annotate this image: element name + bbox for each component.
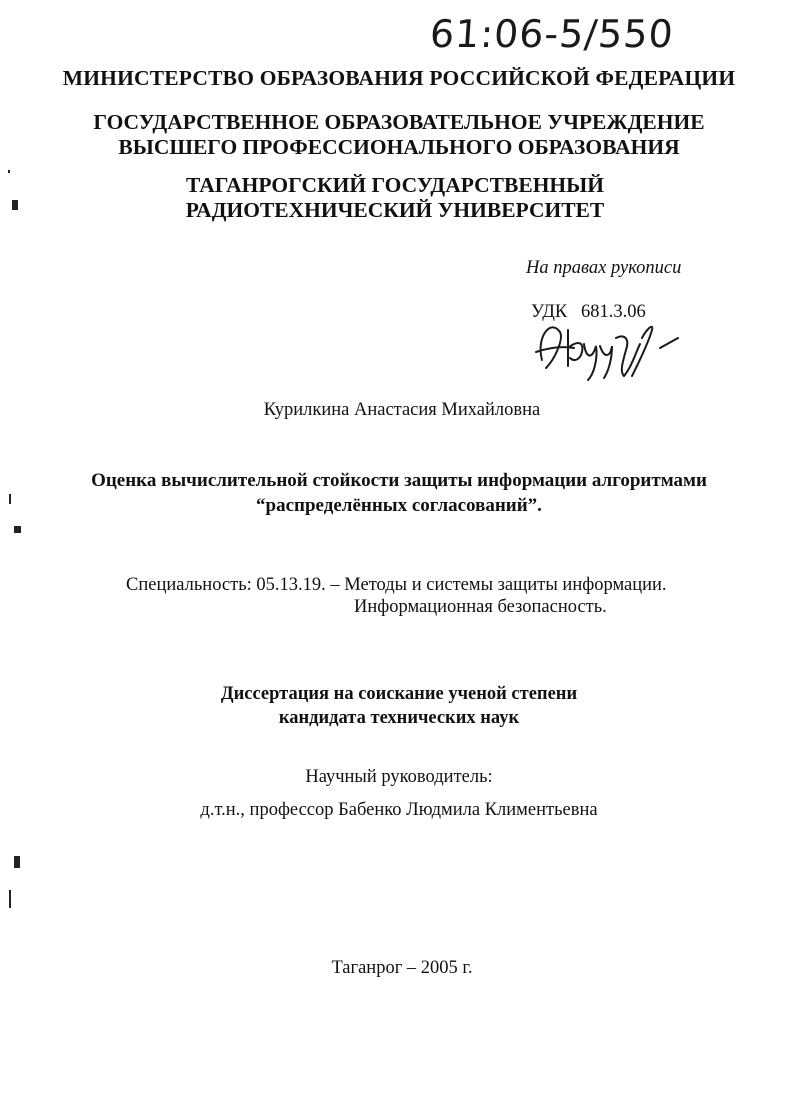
handwritten-signature [528, 308, 688, 384]
scan-mark [9, 494, 11, 504]
institution-line-1: ГОСУДАРСТВЕННОЕ ОБРАЗОВАТЕЛЬНОЕ УЧРЕЖДЕНИЕ [93, 110, 705, 134]
supervisor-name: д.т.н., профессор Бабенко Людмила Климентьевна [200, 800, 598, 820]
degree-line-1: Диссертация на соискание ученой степени [220, 684, 578, 704]
city-year: Таганрог – 2005 г. [331, 958, 473, 978]
dissertation-title [0, 468, 798, 518]
institution-line-2: ВЫСШЕГО ПРОФЕССИОНАЛЬНОГО ОБРАЗОВАНИЯ [118, 135, 680, 159]
author-name: Курилкина Анастасия Михайловна [263, 400, 541, 420]
title-line-1: Оценка вычислительной стойкости защиты информации алгоритмами [91, 470, 707, 491]
scan-mark [14, 856, 20, 868]
university-line-1: ТАГАНРОГСКИЙ ГОСУДАРСТВЕННЫЙ [186, 173, 604, 197]
university-line-2: РАДИОТЕХНИЧЕСКИЙ УНИВЕРСИТЕТ [185, 198, 605, 222]
udc-code: УДК 681.3.06 [531, 302, 646, 322]
title-line-2: “распределённых согласований”. [256, 495, 542, 516]
institution-heading [0, 110, 798, 160]
specialty-line-1: Специальность: 05.13.19. – Методы и системы защиты информации. [126, 575, 667, 595]
specialty-line-2: Информационная безопасность. [354, 597, 607, 617]
archive-number: 61:06-5/550 [428, 12, 676, 56]
scan-mark [9, 890, 11, 908]
degree-statement [0, 682, 798, 730]
manuscript-note: На правах рукописи [526, 258, 682, 278]
university-heading [0, 173, 790, 223]
degree-line-2: кандидата технических наук [278, 708, 520, 728]
ministry-heading: МИНИСТЕРСТВО ОБРАЗОВАНИЯ РОССИЙСКОЙ ФЕДЕРАЦИИ [62, 66, 736, 90]
scan-mark [8, 170, 10, 173]
scan-mark [12, 200, 18, 210]
supervisor-label: Научный руководитель: [305, 767, 493, 787]
scan-mark [14, 526, 21, 533]
